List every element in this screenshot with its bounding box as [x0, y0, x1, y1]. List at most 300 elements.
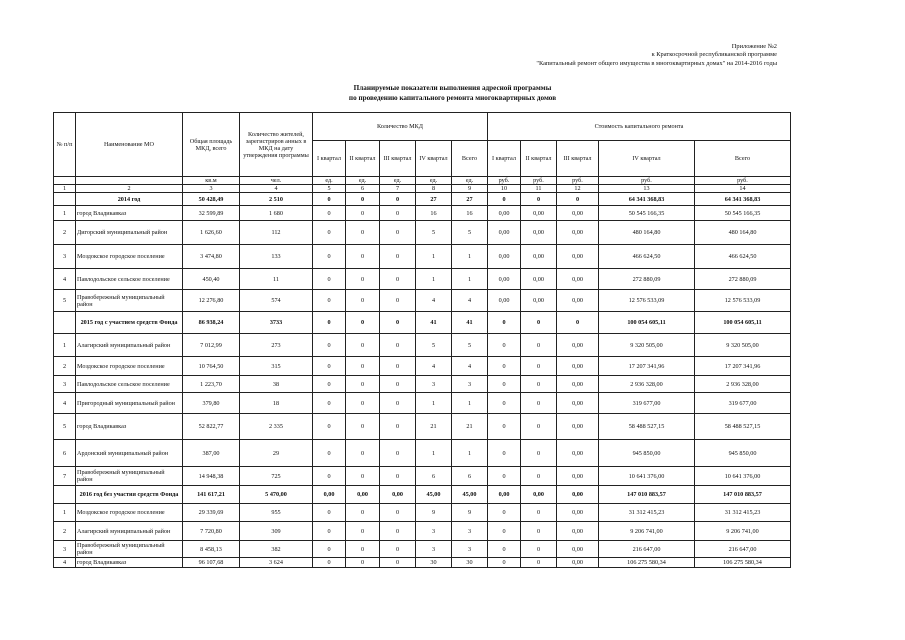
table-cell: 0: [488, 393, 521, 414]
table-cell: 112: [240, 221, 313, 245]
table-cell: 5: [54, 290, 76, 312]
table-cell: 1: [54, 334, 76, 357]
table-cell: 0: [380, 376, 416, 393]
table-cell: 0,00: [557, 334, 599, 357]
table-cell: 106 275 580,34: [695, 558, 791, 568]
table-cell: 2 335: [240, 414, 313, 440]
table-cell: 0: [488, 414, 521, 440]
unit-cell: [54, 177, 76, 185]
table-cell: 0,00: [557, 541, 599, 558]
table-cell: 0,00: [557, 245, 599, 269]
table-cell: 1 626,60: [183, 221, 240, 245]
year-summary-row: [54, 193, 791, 206]
table-cell: 0,00: [488, 290, 521, 312]
table-cell: 0: [313, 334, 346, 357]
col-header-cost-q2: II квартал: [521, 141, 557, 177]
table-cell: 0: [313, 414, 346, 440]
column-number-cell: 9: [452, 185, 488, 193]
table-cell: 0: [488, 357, 521, 376]
table-cell: 0: [346, 221, 380, 245]
table-cell: 16: [452, 206, 488, 221]
table-cell: 0: [380, 440, 416, 467]
table-cell: 574: [240, 290, 313, 312]
table-cell: 0: [346, 357, 380, 376]
table-cell: 0,00: [557, 206, 599, 221]
table-cell: 0,00: [557, 393, 599, 414]
header-note-line: "Капитальный ремонт общего имущества в многоквартирных домах" на 2014-2016 годы: [536, 59, 777, 67]
table-cell: 0: [380, 504, 416, 522]
table-cell: 17 207 341,96: [599, 357, 695, 376]
table-cell: 3: [452, 541, 488, 558]
table-cell: 0: [521, 558, 557, 568]
table-cell: 30: [416, 558, 452, 568]
table-cell: 45,00: [452, 486, 488, 504]
col-header-cost-q3: III квартал: [557, 141, 599, 177]
column-number-cell: 4: [240, 185, 313, 193]
table-cell: 0: [346, 193, 380, 206]
col-header-q4: IV квартал: [416, 141, 452, 177]
table-row: [54, 504, 791, 522]
table-cell: 10 641 376,00: [599, 467, 695, 486]
column-number-cell: 7: [380, 185, 416, 193]
header-note-line: к Краткосрочной республиканской программе: [651, 51, 777, 59]
table-cell: 52 822,77: [183, 414, 240, 440]
table-cell: Правобережный муниципальный район: [76, 467, 183, 486]
table-cell: 4: [54, 558, 76, 568]
column-number-cell: 14: [695, 185, 791, 193]
table-cell: 5: [416, 334, 452, 357]
table-row: [54, 269, 791, 290]
table-cell: 3: [452, 522, 488, 541]
table-cell: 0,00: [557, 486, 599, 504]
column-numbers-row: [54, 185, 791, 193]
table-cell: 2 936 328,00: [695, 376, 791, 393]
table-cell: 0: [346, 376, 380, 393]
table-cell: 0: [521, 376, 557, 393]
table-cell: 64 341 368,83: [599, 193, 695, 206]
program-table: [53, 112, 791, 568]
table-cell: 0: [488, 467, 521, 486]
table-cell: 7 012,99: [183, 334, 240, 357]
table-cell: 319 677,00: [599, 393, 695, 414]
table-cell: 50 428,49: [183, 193, 240, 206]
table-cell: 0: [380, 393, 416, 414]
table-cell: 9: [452, 504, 488, 522]
table-cell: 41: [416, 312, 452, 334]
table-row: [54, 558, 791, 568]
table-cell: 2: [54, 221, 76, 245]
table-cell: 1: [452, 393, 488, 414]
table-cell: Алагирский муниципальный район: [76, 334, 183, 357]
table-cell: 12 276,80: [183, 290, 240, 312]
table-cell: 0: [521, 414, 557, 440]
table-cell: 4: [452, 357, 488, 376]
table-cell: 27: [416, 193, 452, 206]
table-cell: 0,00: [488, 486, 521, 504]
unit-cell: руб.: [599, 177, 695, 185]
table-cell: 3 474,80: [183, 245, 240, 269]
table-cell: 0: [313, 357, 346, 376]
table-cell: 272 880,09: [695, 269, 791, 290]
table-cell: 8 458,13: [183, 541, 240, 558]
table-cell: 0: [313, 541, 346, 558]
unit-cell: ед.: [380, 177, 416, 185]
document-header-note: [536, 43, 777, 68]
table-cell: 12 576 533,09: [599, 290, 695, 312]
table-cell: 0: [346, 393, 380, 414]
table-cell: 0: [521, 541, 557, 558]
table-cell: город Владикавказ: [76, 414, 183, 440]
units-row: [54, 177, 791, 185]
table-cell: 382: [240, 541, 313, 558]
table-cell: 0: [313, 269, 346, 290]
table-cell: 319 677,00: [695, 393, 791, 414]
table-cell: 0,00: [313, 486, 346, 504]
document-title: [0, 83, 905, 103]
table-cell: 0: [313, 558, 346, 568]
year-summary-row: [54, 486, 791, 504]
table-cell: 1: [416, 440, 452, 467]
table-cell: 86 938,24: [183, 312, 240, 334]
table-cell: 96 107,68: [183, 558, 240, 568]
unit-cell: [76, 177, 183, 185]
table-row: [54, 221, 791, 245]
title-line: по проведению капитального ремонта многоквартирных домов: [348, 94, 557, 102]
table-cell: 0: [521, 440, 557, 467]
table-cell: 3: [54, 245, 76, 269]
unit-cell: ед.: [346, 177, 380, 185]
table-cell: 0,00: [557, 504, 599, 522]
table-cell: 0: [488, 504, 521, 522]
table-cell: 0: [313, 290, 346, 312]
table-cell: 50 545 166,35: [599, 206, 695, 221]
table-cell: 21: [452, 414, 488, 440]
table-cell: 0,00: [488, 221, 521, 245]
unit-cell: руб.: [695, 177, 791, 185]
table-cell: 5: [54, 414, 76, 440]
col-header-cost-group: Стоимость капитального ремонта: [488, 113, 791, 141]
column-number-cell: 2: [76, 185, 183, 193]
table-cell: 9 206 741,00: [695, 522, 791, 541]
table-cell: 480 164,80: [695, 221, 791, 245]
table-cell: 0: [380, 357, 416, 376]
table-cell: 0: [346, 504, 380, 522]
table-cell: 0,00: [557, 376, 599, 393]
table-cell: 450,40: [183, 269, 240, 290]
table-row: [54, 541, 791, 558]
table-cell: 0: [346, 312, 380, 334]
table-row: [54, 245, 791, 269]
table-cell: 0: [488, 558, 521, 568]
table-cell: 0: [521, 357, 557, 376]
table-cell: 0: [313, 393, 346, 414]
unit-cell: руб.: [488, 177, 521, 185]
col-header-num: № п/п: [54, 113, 76, 177]
column-number-cell: 12: [557, 185, 599, 193]
col-header-cost-total: Всего: [695, 141, 791, 177]
table-cell: город Владикавказ: [76, 558, 183, 568]
table-cell: 6: [416, 467, 452, 486]
table-cell: 18: [240, 393, 313, 414]
table-cell: 0: [346, 541, 380, 558]
table-cell: 0: [346, 414, 380, 440]
table-cell: Павлодольское сельское поселение: [76, 269, 183, 290]
table-cell: 0,00: [557, 414, 599, 440]
table-cell: 0: [488, 376, 521, 393]
table-cell: 0: [313, 221, 346, 245]
table-cell: 955: [240, 504, 313, 522]
table-cell: 147 010 883,57: [695, 486, 791, 504]
table-cell: Дигорский муниципальный район: [76, 221, 183, 245]
table-cell: 1: [54, 206, 76, 221]
table-cell: 0: [557, 193, 599, 206]
table-cell: 1 680: [240, 206, 313, 221]
table-cell: 315: [240, 357, 313, 376]
table-cell: 0: [488, 193, 521, 206]
table-cell: 4: [54, 393, 76, 414]
table-cell: 0: [346, 245, 380, 269]
table-cell: 309: [240, 522, 313, 541]
table-cell: 0: [488, 312, 521, 334]
table-cell: 0,00: [488, 245, 521, 269]
table-cell: 0,00: [488, 206, 521, 221]
table-cell: 11: [240, 269, 313, 290]
table-cell: 0,00: [521, 221, 557, 245]
column-number-cell: 5: [313, 185, 346, 193]
table-cell: 0: [346, 467, 380, 486]
table-cell: город Владикавказ: [76, 206, 183, 221]
table-cell: Моздокское городское поселение: [76, 504, 183, 522]
table-row: [54, 522, 791, 541]
col-header-q1: I квартал: [313, 141, 346, 177]
table-cell: 3: [416, 376, 452, 393]
table-cell: 945 850,00: [695, 440, 791, 467]
table-cell: 3 624: [240, 558, 313, 568]
table-cell: 3: [54, 376, 76, 393]
table-cell: 6: [452, 467, 488, 486]
table-cell: 9 320 505,00: [599, 334, 695, 357]
table-cell: 10 764,50: [183, 357, 240, 376]
table-cell: 0: [380, 414, 416, 440]
table-cell: 0: [346, 269, 380, 290]
table-cell: 0: [313, 193, 346, 206]
table-cell: 0: [488, 440, 521, 467]
table-cell: 0: [521, 312, 557, 334]
col-header-cost-q4: IV квартал: [599, 141, 695, 177]
col-header-q3: III квартал: [380, 141, 416, 177]
table-cell: 0: [521, 193, 557, 206]
table-cell: 5: [452, 221, 488, 245]
header-row: [54, 113, 791, 141]
table-cell: 21: [416, 414, 452, 440]
table-cell: 0: [380, 269, 416, 290]
table-cell: 10 641 376,00: [695, 467, 791, 486]
table-cell: 0,00: [557, 357, 599, 376]
table-cell: 0: [380, 541, 416, 558]
table-cell: 7: [54, 467, 76, 486]
table-row: [54, 290, 791, 312]
table-cell: 133: [240, 245, 313, 269]
table-cell: 0: [346, 334, 380, 357]
table-cell: 0: [346, 558, 380, 568]
table-cell: 0,00: [557, 522, 599, 541]
column-number-cell: 6: [346, 185, 380, 193]
table-cell: 0,00: [521, 245, 557, 269]
table-cell: 9 320 505,00: [695, 334, 791, 357]
unit-cell: ед.: [313, 177, 346, 185]
table-cell: 147 010 883,57: [599, 486, 695, 504]
table-cell: 379,80: [183, 393, 240, 414]
table-row: [54, 414, 791, 440]
table-row: [54, 440, 791, 467]
table-cell: 0,00: [557, 440, 599, 467]
table-cell: 1: [416, 393, 452, 414]
table-cell: 0,00: [488, 269, 521, 290]
table-cell: [54, 486, 76, 504]
table-cell: 480 164,80: [599, 221, 695, 245]
table-cell: 0: [488, 541, 521, 558]
table-cell: 0: [380, 467, 416, 486]
table-cell: 0: [313, 522, 346, 541]
table-cell: 0,00: [521, 269, 557, 290]
table-cell: 0: [313, 504, 346, 522]
table-cell: 0: [313, 245, 346, 269]
column-number-cell: 11: [521, 185, 557, 193]
table-cell: 0: [380, 290, 416, 312]
table-cell: Ардонский муниципальный район: [76, 440, 183, 467]
table-cell: Алагирский муниципальный район: [76, 522, 183, 541]
table-cell: 3: [416, 522, 452, 541]
table-cell: 0: [346, 522, 380, 541]
table-cell: 106 275 580,34: [599, 558, 695, 568]
table-cell: 0: [380, 245, 416, 269]
table-cell: 58 488 527,15: [599, 414, 695, 440]
column-number-cell: 1: [54, 185, 76, 193]
column-number-cell: 8: [416, 185, 452, 193]
table-cell: 2: [54, 522, 76, 541]
table-cell: Правобережный муниципальный район: [76, 290, 183, 312]
table-cell: 0: [380, 193, 416, 206]
unit-cell: ед.: [416, 177, 452, 185]
column-number-cell: 3: [183, 185, 240, 193]
table-cell: 1: [416, 269, 452, 290]
table-cell: 272 880,09: [599, 269, 695, 290]
table-cell: 4: [416, 357, 452, 376]
table-cell: 12 576 533,09: [695, 290, 791, 312]
table-cell: 387,00: [183, 440, 240, 467]
table-cell: 0: [380, 558, 416, 568]
table-cell: 17 207 341,96: [695, 357, 791, 376]
col-header-area: Общая площадь МКД, всего: [183, 113, 240, 177]
table-cell: 0,00: [346, 486, 380, 504]
col-header-q2: II квартал: [346, 141, 380, 177]
table-cell: 31 312 415,23: [599, 504, 695, 522]
table-cell: Правобережный муниципальный район: [76, 541, 183, 558]
table-cell: 5 470,00: [240, 486, 313, 504]
table-row: [54, 467, 791, 486]
table-cell: 1 223,70: [183, 376, 240, 393]
table-cell: Пригородный муниципальный район: [76, 393, 183, 414]
table-cell: 216 647,00: [599, 541, 695, 558]
table-cell: 0: [380, 312, 416, 334]
table-cell: 0: [313, 376, 346, 393]
col-header-mkd-group: Количество МКД: [313, 113, 488, 141]
table-cell: 2: [54, 357, 76, 376]
table-cell: 6: [54, 440, 76, 467]
table-cell: 2 936 328,00: [599, 376, 695, 393]
table-cell: 0,00: [557, 558, 599, 568]
header-note-line: Приложение №2: [731, 43, 777, 50]
table-row: [54, 376, 791, 393]
table-cell: 466 624,50: [599, 245, 695, 269]
unit-cell: руб.: [557, 177, 599, 185]
table-cell: 0,00: [557, 269, 599, 290]
table-cell: 0,00: [521, 290, 557, 312]
table-cell: 100 054 605,11: [599, 312, 695, 334]
unit-cell: ед.: [452, 177, 488, 185]
table-cell: 64 341 368,83: [695, 193, 791, 206]
table-cell: 4: [416, 290, 452, 312]
table-cell: 466 624,50: [695, 245, 791, 269]
table-cell: 7 720,80: [183, 522, 240, 541]
table-cell: 0,00: [557, 221, 599, 245]
table-cell: 0,00: [521, 486, 557, 504]
table-cell: Павлодольское сельское поселение: [76, 376, 183, 393]
table-cell: 0,00: [521, 206, 557, 221]
table-cell: 0: [380, 334, 416, 357]
table-cell: 0,00: [380, 486, 416, 504]
table-cell: 945 850,00: [599, 440, 695, 467]
table-cell: 0: [521, 393, 557, 414]
table-cell: 0: [313, 206, 346, 221]
table-cell: 3733: [240, 312, 313, 334]
table-cell: 2015 год с участием средств Фонда: [76, 312, 183, 334]
unit-cell: чел.: [240, 177, 313, 185]
year-summary-row: [54, 312, 791, 334]
table-cell: 216 647,00: [695, 541, 791, 558]
table-cell: 29: [240, 440, 313, 467]
table-cell: 5: [452, 334, 488, 357]
table-cell: 0,00: [557, 290, 599, 312]
unit-cell: руб.: [521, 177, 557, 185]
table-cell: 3: [54, 541, 76, 558]
table-cell: 2014 год: [76, 193, 183, 206]
table-cell: 3: [452, 376, 488, 393]
table-cell: 2 510: [240, 193, 313, 206]
table-cell: 1: [452, 440, 488, 467]
table-cell: 16: [416, 206, 452, 221]
title-line: Планируемые показатели выполнения адресной программы: [353, 84, 552, 92]
table-row: [54, 206, 791, 221]
table-cell: 725: [240, 467, 313, 486]
table-cell: 0: [557, 312, 599, 334]
table-cell: 0: [521, 334, 557, 357]
table-cell: Моздокское городское поселение: [76, 357, 183, 376]
table-cell: 4: [54, 269, 76, 290]
table-cell: 0: [380, 221, 416, 245]
table-cell: 3: [416, 541, 452, 558]
table-cell: 30: [452, 558, 488, 568]
table-cell: 273: [240, 334, 313, 357]
table-cell: 32 599,89: [183, 206, 240, 221]
table-cell: 0: [346, 290, 380, 312]
table-cell: 27: [452, 193, 488, 206]
table-cell: 1: [54, 504, 76, 522]
table-cell: [54, 312, 76, 334]
table-cell: 0: [380, 206, 416, 221]
table-cell: 0: [521, 467, 557, 486]
table-cell: 141 617,21: [183, 486, 240, 504]
